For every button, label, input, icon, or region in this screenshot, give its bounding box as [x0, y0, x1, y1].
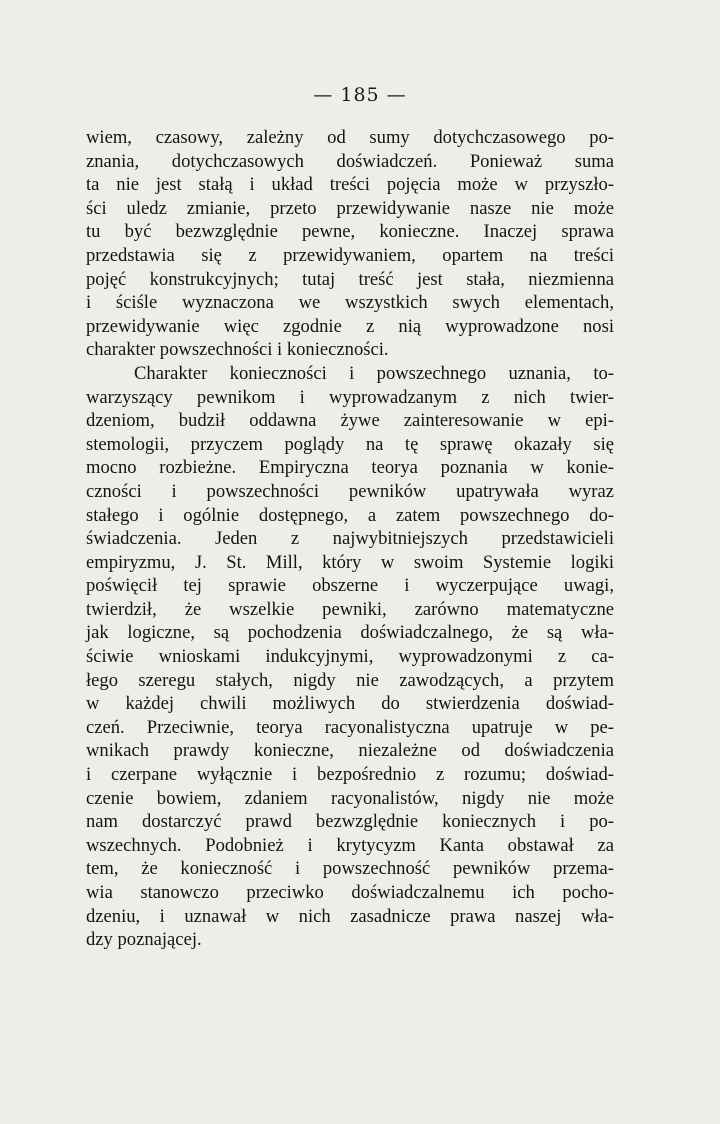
text-line: świadczenia. Jeden z najwybitniejszych przedstawicieli [86, 528, 614, 550]
text-line: wia stanowczo przeciwko doświadczalnemu ich pocho- [86, 882, 614, 903]
text-line: ści uledz zmianie, przeto przewidywanie nasze nie może [86, 197, 614, 219]
page-number: — 185 — [313, 84, 407, 106]
text-line: stałego i ogólnie dostępnego, a zatem powszechnego do- [86, 504, 614, 526]
text-line: czeń. Przeciwnie, teorya racyonalistyczna upatruje w pe- [86, 716, 614, 738]
text-line: znania, dotychczasowych doświadczeń. Ponieważ suma [86, 150, 614, 172]
text-line: tem, że konieczność i powszechność pewników przema- [86, 858, 614, 880]
text-line: ściwie wnioskami indukcyjnymi, wyprowadzonymi z ca- [86, 646, 614, 668]
text-line: stemologii, przyczem poglądy na tę sprawę okazały się [86, 433, 614, 455]
text-line: twierdził, że wszelkie pewniki, zarówno matematyczne [86, 598, 614, 620]
text-line: warzyszący pewnikom i wyprowadzanym z nich twier- [86, 386, 614, 408]
text-line: dzy poznającej. [86, 929, 202, 951]
text-line: wszechnych. Podobnież i krytycyzm Kanta obstawał za [86, 834, 614, 856]
body-text [86, 126, 614, 952]
text-line: ta nie jest stałą i układ treści pojęcia może w przyszło- [86, 174, 614, 196]
text-line: nam dostarczyć prawd bezwzględnie koniecznych i po- [86, 811, 614, 833]
text-line: jak logiczne, są pochodzenia doświadczalnego, że są wła- [86, 622, 614, 644]
paragraph-1 [86, 126, 614, 362]
text-line: i ściśle wyznaczona we wszystkich swych elementach, [86, 292, 614, 314]
text-line: i czerpane wyłącznie i bezpośrednio z rozumu; doświad- [86, 764, 614, 786]
text-line: łego szeregu stałych, nigdy nie zawodzących, a przytem [86, 669, 614, 691]
text-line: czności i powszechności pewników upatrywała wyraz [86, 480, 614, 502]
text-line: tu być bezwzględnie pewne, konieczne. Inaczej sprawa [86, 221, 614, 243]
text-line: w każdej chwili możliwych do stwierdzenia doświad- [86, 693, 614, 715]
text-line: poświęcił tej sprawie obszerne i wyczerpujące uwagi, [86, 575, 614, 597]
text-line: czenie bowiem, zdaniem racyonalistów, nigdy nie może [86, 787, 614, 809]
text-line: przedstawia się z przewidywaniem, opartem na treści [86, 244, 614, 266]
text-line: pojęć konstrukcyjnych; tutaj treść jest stała, niezmienna [86, 268, 614, 290]
text-line: dzeniom, budził oddawna żywe zainteresowanie w epi- [86, 410, 614, 432]
text-line: Charakter konieczności i powszechnego uznania, to- [134, 362, 614, 384]
text-line: dzeniu, i uznawał w nich zasadnicze prawa naszej wła- [86, 905, 614, 927]
text-line: mocno rozbieżne. Empiryczna teorya poznania w konie- [86, 457, 614, 479]
text-line: wiem, czasowy, zależny od sumy dotychczasowego po- [86, 127, 614, 148]
text-line: wnikach prawdy konieczne, niezależne od doświadczenia [86, 740, 614, 762]
text-line: empiryzmu, J. St. Mill, który w swoim Systemie logiki [86, 551, 614, 573]
text-line: przewidywanie więc zgodnie z nią wyprowadzone nosi [86, 315, 614, 337]
text-line: charakter powszechności i konieczności. [86, 339, 389, 361]
paragraph-2 [86, 362, 614, 952]
